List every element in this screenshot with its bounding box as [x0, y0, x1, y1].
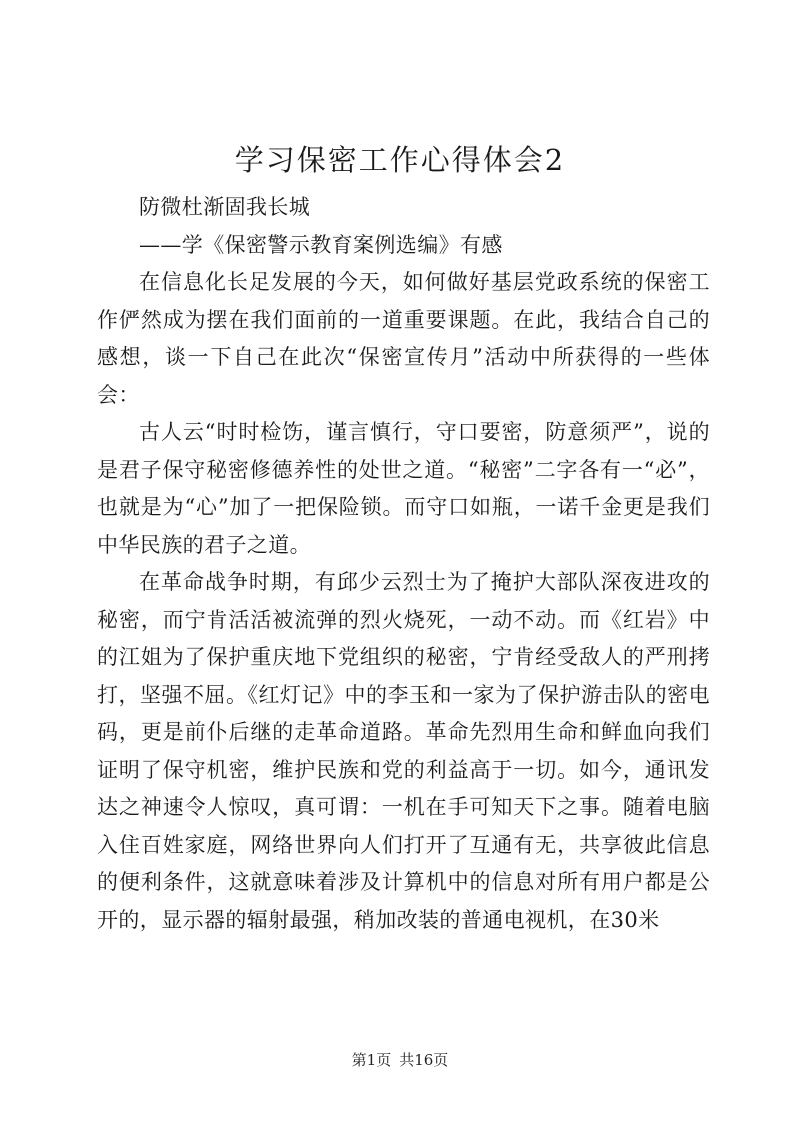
subtitle-subline: ——学《保密警示教育案例选编》有感	[139, 232, 503, 257]
page-footer	[0, 1050, 800, 1070]
page-number: 第1页	[351, 1051, 392, 1069]
body-paragraph: 在信息化长足发展的今天，如何做好基层党政系统的保密工作俨然成为摆在我们面前的一道重要课题。在此，我结合自己的感想，谈一下自己在此次“保密宣传月”活动中所获得的一些体会：	[97, 270, 710, 407]
body-paragraph: 在革命战争时期，有邱少云烈士为了掩护大部队深夜进攻的秘密，而宁肯活活被流弹的烈火烧死，一动不动。而《红岩》中的江姐为了保护重庆地下党组织的秘密，宁肯经受敌人的严刑拷打，坚强不屈。《红灯记》中的李玉和一家为了保护游击队的密电码，更是前仆后继的走革命道路。革命先烈用生命和鲜血向我们证明了保守机密，维护民族和党的利益高于一切。如今，通讯发达之神速令人惊叹，真可谓：一机在手可知天下之事。随着电脑入住百姓家庭，网络世界向人们打开了互通有无，共享彼此信息的便利条件，这就意味着涉及计算机中的信息对所有用户都是公开的，显示器的辐射最强，稍加改装的普通电视机，在30米	[97, 570, 710, 932]
subtitle-line: 防微杜渐固我长城	[139, 195, 311, 219]
page-total: 共16页	[399, 1051, 449, 1069]
document-body	[97, 189, 710, 939]
document-title: 学习保密工作心得体会2	[234, 143, 566, 177]
body-paragraph: 古人云“时时检饬，谨言慎行，守口要密，防意须严”，说的是君子保守秘密修德养性的处世之道。“秘密”二字各有一“必”，也就是为“心”加了一把保险锁。而守口如瓶，一诺千金更是我们中华民族的君子之道。	[97, 420, 710, 557]
